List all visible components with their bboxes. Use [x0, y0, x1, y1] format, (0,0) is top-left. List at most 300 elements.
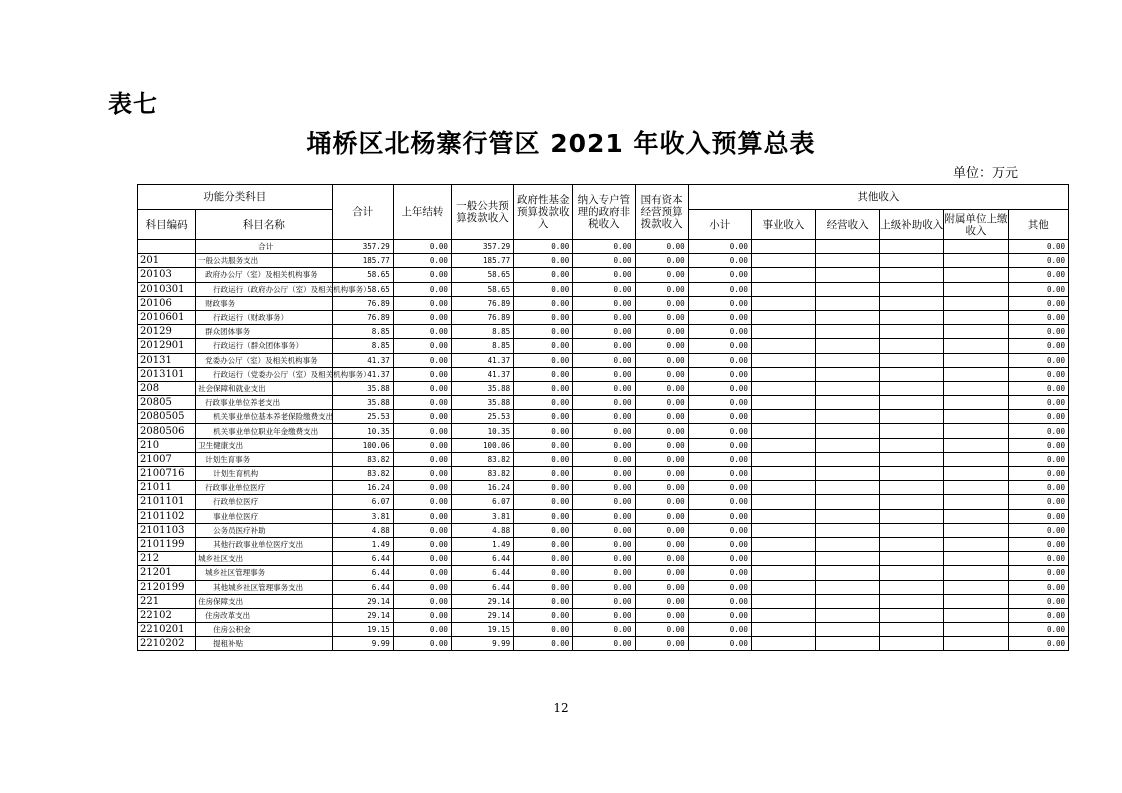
- affiliated-income-cell: [944, 268, 1008, 282]
- table-row: [138, 637, 1069, 651]
- carryover-cell: 0.00: [393, 637, 451, 651]
- code-cell: 21201: [138, 566, 196, 580]
- other-cell: 0.00: [1008, 523, 1068, 537]
- affiliated-income-cell: [944, 367, 1008, 381]
- total-cell: 10.35: [332, 424, 393, 438]
- affiliated-income-cell: [944, 254, 1008, 268]
- name-cell: 党委办公厅（室）及相关机构事务: [196, 353, 332, 367]
- fund-budget-cell: 0.00: [514, 268, 573, 282]
- operating-income-cell: [816, 580, 880, 594]
- fund-budget-cell: 0.00: [514, 467, 573, 481]
- subtotal-cell: 0.00: [688, 424, 751, 438]
- fund-budget-cell: 0.00: [514, 396, 573, 410]
- state-capital-cell: 0.00: [635, 268, 688, 282]
- carryover-cell: 0.00: [393, 509, 451, 523]
- table-row: [138, 353, 1069, 367]
- fund-budget-cell: 0.00: [514, 367, 573, 381]
- state-capital-cell: 0.00: [635, 467, 688, 481]
- other-cell: 0.00: [1008, 566, 1068, 580]
- subsidy-income-cell: [880, 552, 944, 566]
- carryover-cell: 0.00: [393, 495, 451, 509]
- code-cell: 20106: [138, 296, 196, 310]
- operating-income-cell: [816, 339, 880, 353]
- carryover-cell: 0.00: [393, 339, 451, 353]
- carryover-cell: 0.00: [393, 537, 451, 551]
- subsidy-income-cell: [880, 495, 944, 509]
- operating-income-cell: [816, 608, 880, 622]
- subsidy-income-cell: [880, 310, 944, 324]
- table-row: [138, 452, 1069, 466]
- other-cell: 0.00: [1008, 254, 1068, 268]
- page-number: 12: [553, 701, 569, 715]
- business-income-cell: [751, 254, 815, 268]
- operating-income-cell: [816, 424, 880, 438]
- name-cell: 机关事业单位基本养老保险缴费支出: [196, 410, 332, 424]
- subtotal-cell: 0.00: [688, 367, 751, 381]
- business-income-cell: [751, 396, 815, 410]
- total-cell: 1.49: [332, 537, 393, 551]
- total-cell: 8.85: [332, 325, 393, 339]
- code-cell: [138, 240, 196, 254]
- business-income-cell: [751, 637, 815, 651]
- table-row: [138, 396, 1069, 410]
- operating-income-cell: [816, 509, 880, 523]
- subsidy-income-cell: [880, 381, 944, 395]
- table-row: [138, 594, 1069, 608]
- affiliated-income-cell: [944, 495, 1008, 509]
- general-budget-cell: 100.06: [451, 438, 513, 452]
- state-capital-cell: 0.00: [635, 254, 688, 268]
- table-row: [138, 282, 1069, 296]
- code-cell: 21011: [138, 481, 196, 495]
- carryover-cell: 0.00: [393, 452, 451, 466]
- subtotal-cell: 0.00: [688, 452, 751, 466]
- business-income-cell: [751, 240, 815, 254]
- name-cell: 行政运行（群众团体事务）: [196, 339, 332, 353]
- name-cell: 计划生育机构: [196, 467, 332, 481]
- affiliated-income-cell: [944, 310, 1008, 324]
- subsidy-income-cell: [880, 240, 944, 254]
- code-cell: 2210201: [138, 623, 196, 637]
- subtotal-cell: 0.00: [688, 623, 751, 637]
- special-account-cell: 0.00: [573, 381, 635, 395]
- carryover-cell: 0.00: [393, 467, 451, 481]
- special-account-cell: 0.00: [573, 438, 635, 452]
- special-account-cell: 0.00: [573, 594, 635, 608]
- business-income-cell: [751, 268, 815, 282]
- operating-income-cell: [816, 523, 880, 537]
- business-income-cell: [751, 410, 815, 424]
- other-cell: 0.00: [1008, 509, 1068, 523]
- general-budget-cell: 83.82: [451, 467, 513, 481]
- total-cell: 4.88: [332, 523, 393, 537]
- other-cell: 0.00: [1008, 594, 1068, 608]
- other-cell: 0.00: [1008, 325, 1068, 339]
- operating-income-cell: [816, 381, 880, 395]
- business-income-cell: [751, 452, 815, 466]
- code-cell: 2012901: [138, 339, 196, 353]
- subtotal-cell: 0.00: [688, 240, 751, 254]
- carryover-cell: 0.00: [393, 254, 451, 268]
- affiliated-income-cell: [944, 452, 1008, 466]
- operating-income-cell: [816, 438, 880, 452]
- general-budget-cell: 58.65: [451, 282, 513, 296]
- business-income-cell: [751, 339, 815, 353]
- name-cell: 行政运行（财政事务）: [196, 310, 332, 324]
- special-account-cell: 0.00: [573, 495, 635, 509]
- state-capital-cell: 0.00: [635, 580, 688, 594]
- other-cell: 0.00: [1008, 296, 1068, 310]
- state-capital-cell: 0.00: [635, 509, 688, 523]
- subtotal-cell: 0.00: [688, 495, 751, 509]
- affiliated-income-cell: [944, 537, 1008, 551]
- table-row: [138, 325, 1069, 339]
- fund-budget-cell: 0.00: [514, 509, 573, 523]
- subsidy-income-cell: [880, 566, 944, 580]
- fund-budget-cell: 0.00: [514, 353, 573, 367]
- affiliated-income-cell: [944, 353, 1008, 367]
- name-cell: 合计: [196, 240, 332, 254]
- general-budget-cell: 29.14: [451, 608, 513, 622]
- state-capital-cell: 0.00: [635, 523, 688, 537]
- table-row: [138, 240, 1069, 254]
- special-account-cell: 0.00: [573, 566, 635, 580]
- affiliated-income-cell: [944, 282, 1008, 296]
- carryover-cell: 0.00: [393, 566, 451, 580]
- subsidy-income-cell: [880, 396, 944, 410]
- fund-budget-cell: 0.00: [514, 438, 573, 452]
- other-cell: 0.00: [1008, 353, 1068, 367]
- state-capital-cell: 0.00: [635, 296, 688, 310]
- business-income-cell: [751, 438, 815, 452]
- table-header: [138, 185, 1069, 240]
- affiliated-income-cell: [944, 339, 1008, 353]
- code-cell: 21007: [138, 452, 196, 466]
- other-cell: 0.00: [1008, 467, 1068, 481]
- code-cell: 2101199: [138, 537, 196, 551]
- subsidy-income-cell: [880, 637, 944, 651]
- header-affiliated-income: 附属单位上缴收入: [944, 210, 1008, 240]
- fund-budget-cell: 0.00: [514, 452, 573, 466]
- total-cell: 19.15: [332, 623, 393, 637]
- carryover-cell: 0.00: [393, 523, 451, 537]
- general-budget-cell: 35.88: [451, 396, 513, 410]
- operating-income-cell: [816, 481, 880, 495]
- name-cell: 社会保障和就业支出: [196, 381, 332, 395]
- subsidy-income-cell: [880, 509, 944, 523]
- fund-budget-cell: 0.00: [514, 594, 573, 608]
- general-budget-cell: 6.44: [451, 552, 513, 566]
- operating-income-cell: [816, 495, 880, 509]
- other-cell: 0.00: [1008, 452, 1068, 466]
- subtotal-cell: 0.00: [688, 325, 751, 339]
- code-cell: 2101102: [138, 509, 196, 523]
- business-income-cell: [751, 310, 815, 324]
- state-capital-cell: 0.00: [635, 282, 688, 296]
- subtotal-cell: 0.00: [688, 353, 751, 367]
- operating-income-cell: [816, 594, 880, 608]
- carryover-cell: 0.00: [393, 367, 451, 381]
- unit-label: 单位：万元: [952, 166, 1018, 181]
- special-account-cell: 0.00: [573, 481, 635, 495]
- operating-income-cell: [816, 325, 880, 339]
- total-cell: 58.65: [332, 268, 393, 282]
- fund-budget-cell: 0.00: [514, 310, 573, 324]
- total-cell: 6.44: [332, 566, 393, 580]
- fund-budget-cell: 0.00: [514, 552, 573, 566]
- other-cell: 0.00: [1008, 396, 1068, 410]
- name-cell: 一般公共服务支出: [196, 254, 332, 268]
- code-cell: 2080506: [138, 424, 196, 438]
- other-cell: 0.00: [1008, 438, 1068, 452]
- subsidy-income-cell: [880, 296, 944, 310]
- code-cell: 20805: [138, 396, 196, 410]
- budget-table: [137, 184, 1069, 651]
- total-cell: 83.82: [332, 452, 393, 466]
- header-name: 科目名称: [196, 210, 332, 240]
- name-cell: 卫生健康支出: [196, 438, 332, 452]
- special-account-cell: 0.00: [573, 396, 635, 410]
- affiliated-income-cell: [944, 424, 1008, 438]
- table-row: [138, 296, 1069, 310]
- special-account-cell: 0.00: [573, 552, 635, 566]
- general-budget-cell: 19.15: [451, 623, 513, 637]
- state-capital-cell: 0.00: [635, 637, 688, 651]
- table-row: [138, 438, 1069, 452]
- name-cell: 事业单位医疗: [196, 509, 332, 523]
- fund-budget-cell: 0.00: [514, 637, 573, 651]
- operating-income-cell: [816, 282, 880, 296]
- business-income-cell: [751, 594, 815, 608]
- carryover-cell: 0.00: [393, 381, 451, 395]
- affiliated-income-cell: [944, 296, 1008, 310]
- table-row: [138, 580, 1069, 594]
- affiliated-income-cell: [944, 240, 1008, 254]
- subsidy-income-cell: [880, 608, 944, 622]
- affiliated-income-cell: [944, 552, 1008, 566]
- business-income-cell: [751, 325, 815, 339]
- state-capital-cell: 0.00: [635, 438, 688, 452]
- operating-income-cell: [816, 396, 880, 410]
- table-number: 表七: [108, 90, 158, 118]
- total-cell: 83.82: [332, 467, 393, 481]
- table-row: [138, 339, 1069, 353]
- name-cell: 住房改革支出: [196, 608, 332, 622]
- affiliated-income-cell: [944, 623, 1008, 637]
- name-cell: 行政事业单位养老支出: [196, 396, 332, 410]
- total-cell: 100.06: [332, 438, 393, 452]
- state-capital-cell: 0.00: [635, 410, 688, 424]
- table-row: [138, 424, 1069, 438]
- subsidy-income-cell: [880, 268, 944, 282]
- subtotal-cell: 0.00: [688, 580, 751, 594]
- fund-budget-cell: 0.00: [514, 608, 573, 622]
- header-carryover: 上年结转: [393, 185, 451, 240]
- other-cell: 0.00: [1008, 537, 1068, 551]
- table-row: [138, 268, 1069, 282]
- special-account-cell: 0.00: [573, 353, 635, 367]
- carryover-cell: 0.00: [393, 325, 451, 339]
- table-row: [138, 481, 1069, 495]
- fund-budget-cell: 0.00: [514, 537, 573, 551]
- carryover-cell: 0.00: [393, 438, 451, 452]
- fund-budget-cell: 0.00: [514, 240, 573, 254]
- other-cell: 0.00: [1008, 268, 1068, 282]
- total-cell: 76.89: [332, 296, 393, 310]
- business-income-cell: [751, 608, 815, 622]
- carryover-cell: 0.00: [393, 282, 451, 296]
- special-account-cell: 0.00: [573, 637, 635, 651]
- total-cell: 29.14: [332, 608, 393, 622]
- business-income-cell: [751, 580, 815, 594]
- header-business-income: 事业收入: [751, 210, 815, 240]
- code-cell: 20131: [138, 353, 196, 367]
- total-cell: 35.88: [332, 396, 393, 410]
- subtotal-cell: 0.00: [688, 481, 751, 495]
- total-cell: 25.53: [332, 410, 393, 424]
- business-income-cell: [751, 623, 815, 637]
- subsidy-income-cell: [880, 594, 944, 608]
- fund-budget-cell: 0.00: [514, 410, 573, 424]
- state-capital-cell: 0.00: [635, 353, 688, 367]
- subtotal-cell: 0.00: [688, 608, 751, 622]
- other-cell: 0.00: [1008, 580, 1068, 594]
- code-cell: 210: [138, 438, 196, 452]
- total-cell: 8.85: [332, 339, 393, 353]
- subtotal-cell: 0.00: [688, 339, 751, 353]
- document-title: 埇桥区北杨寨行管区 2021 年收入预算总表: [306, 129, 816, 158]
- general-budget-cell: 10.35: [451, 424, 513, 438]
- business-income-cell: [751, 495, 815, 509]
- business-income-cell: [751, 537, 815, 551]
- carryover-cell: 0.00: [393, 481, 451, 495]
- business-income-cell: [751, 367, 815, 381]
- subtotal-cell: 0.00: [688, 594, 751, 608]
- business-income-cell: [751, 353, 815, 367]
- carryover-cell: 0.00: [393, 296, 451, 310]
- fund-budget-cell: 0.00: [514, 495, 573, 509]
- general-budget-cell: 357.29: [451, 240, 513, 254]
- special-account-cell: 0.00: [573, 424, 635, 438]
- general-budget-cell: 35.88: [451, 381, 513, 395]
- subtotal-cell: 0.00: [688, 637, 751, 651]
- state-capital-cell: 0.00: [635, 240, 688, 254]
- total-cell: 185.77: [332, 254, 393, 268]
- total-cell: 6.07: [332, 495, 393, 509]
- business-income-cell: [751, 523, 815, 537]
- business-income-cell: [751, 509, 815, 523]
- carryover-cell: 0.00: [393, 594, 451, 608]
- carryover-cell: 0.00: [393, 410, 451, 424]
- state-capital-cell: 0.00: [635, 339, 688, 353]
- subtotal-cell: 0.00: [688, 381, 751, 395]
- business-income-cell: [751, 566, 815, 580]
- subsidy-income-cell: [880, 623, 944, 637]
- state-capital-cell: 0.00: [635, 452, 688, 466]
- subsidy-income-cell: [880, 339, 944, 353]
- subtotal-cell: 0.00: [688, 523, 751, 537]
- general-budget-cell: 6.44: [451, 566, 513, 580]
- table-row: [138, 537, 1069, 551]
- code-cell: 2010601: [138, 310, 196, 324]
- general-budget-cell: 8.85: [451, 339, 513, 353]
- operating-income-cell: [816, 537, 880, 551]
- subtotal-cell: 0.00: [688, 410, 751, 424]
- total-cell: 29.14: [332, 594, 393, 608]
- special-account-cell: 0.00: [573, 282, 635, 296]
- affiliated-income-cell: [944, 467, 1008, 481]
- carryover-cell: 0.00: [393, 424, 451, 438]
- general-budget-cell: 76.89: [451, 310, 513, 324]
- special-account-cell: 0.00: [573, 580, 635, 594]
- table-row: [138, 381, 1069, 395]
- header-other: 其他: [1008, 210, 1068, 240]
- general-budget-cell: 76.89: [451, 296, 513, 310]
- fund-budget-cell: 0.00: [514, 282, 573, 296]
- affiliated-income-cell: [944, 566, 1008, 580]
- name-cell: 机关事业单位职业年金缴费支出: [196, 424, 332, 438]
- table-row: [138, 552, 1069, 566]
- fund-budget-cell: 0.00: [514, 339, 573, 353]
- subtotal-cell: 0.00: [688, 310, 751, 324]
- name-cell: 城乡社区支出: [196, 552, 332, 566]
- general-budget-cell: 41.37: [451, 367, 513, 381]
- special-account-cell: 0.00: [573, 296, 635, 310]
- header-general-budget: 一般公共预算拨款收入: [451, 185, 513, 240]
- header-code: 科目编码: [138, 210, 196, 240]
- general-budget-cell: 185.77: [451, 254, 513, 268]
- name-cell: 其他城乡社区管理事务支出: [196, 580, 332, 594]
- carryover-cell: 0.00: [393, 608, 451, 622]
- subsidy-income-cell: [880, 254, 944, 268]
- header-fund-budget: 政府性基金预算拨款收入: [514, 185, 573, 240]
- state-capital-cell: 0.00: [635, 424, 688, 438]
- other-cell: 0.00: [1008, 339, 1068, 353]
- state-capital-cell: 0.00: [635, 594, 688, 608]
- carryover-cell: 0.00: [393, 353, 451, 367]
- fund-budget-cell: 0.00: [514, 566, 573, 580]
- operating-income-cell: [816, 254, 880, 268]
- general-budget-cell: 58.65: [451, 268, 513, 282]
- special-account-cell: 0.00: [573, 452, 635, 466]
- other-cell: 0.00: [1008, 381, 1068, 395]
- table-row: [138, 367, 1069, 381]
- state-capital-cell: 0.00: [635, 623, 688, 637]
- subsidy-income-cell: [880, 580, 944, 594]
- total-cell: 16.24: [332, 481, 393, 495]
- fund-budget-cell: 0.00: [514, 623, 573, 637]
- other-cell: 0.00: [1008, 608, 1068, 622]
- name-cell: 政府办公厅（室）及相关机构事务: [196, 268, 332, 282]
- name-cell: 计划生育事务: [196, 452, 332, 466]
- general-budget-cell: 1.49: [451, 537, 513, 551]
- affiliated-income-cell: [944, 410, 1008, 424]
- operating-income-cell: [816, 353, 880, 367]
- special-account-cell: 0.00: [573, 467, 635, 481]
- state-capital-cell: 0.00: [635, 495, 688, 509]
- state-capital-cell: 0.00: [635, 381, 688, 395]
- other-cell: 0.00: [1008, 410, 1068, 424]
- code-cell: 2101103: [138, 523, 196, 537]
- operating-income-cell: [816, 566, 880, 580]
- state-capital-cell: 0.00: [635, 566, 688, 580]
- state-capital-cell: 0.00: [635, 325, 688, 339]
- other-cell: 0.00: [1008, 424, 1068, 438]
- general-budget-cell: 16.24: [451, 481, 513, 495]
- table-row: [138, 623, 1069, 637]
- total-cell: 58.65: [332, 282, 393, 296]
- code-cell: 20129: [138, 325, 196, 339]
